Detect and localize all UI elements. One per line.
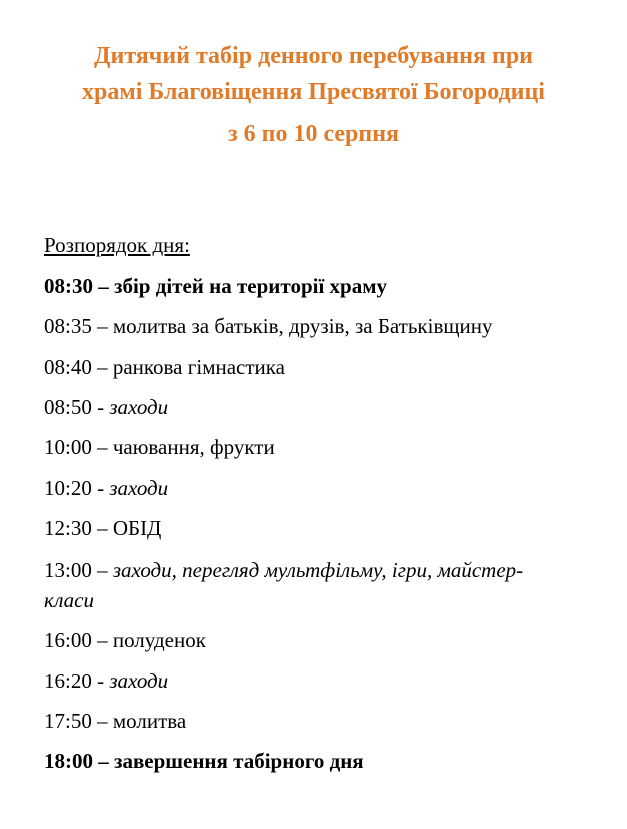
schedule-activity: заходи, перегляд мультфільму, ігри, майстер-класи	[44, 558, 524, 612]
schedule-time: 16:00	[44, 628, 92, 652]
schedule-item	[44, 513, 614, 543]
schedule-item	[44, 706, 614, 736]
schedule-separator: –	[91, 355, 113, 379]
schedule-time: 08:40	[44, 355, 92, 379]
schedule-item	[44, 271, 614, 301]
schedule-time: 17:50	[44, 709, 92, 733]
schedule-item	[44, 473, 614, 503]
schedule-activity: заходи	[109, 669, 169, 693]
title-line-1: Дитячий табір денного перебування при	[93, 43, 533, 69]
schedule-time: 10:20	[44, 476, 92, 500]
schedule-separator: -	[91, 669, 110, 693]
schedule-separator: –	[93, 749, 114, 773]
schedule-activity: ранкова гімнастика	[112, 355, 285, 379]
schedule-separator: –	[93, 274, 114, 298]
schedule-separator: –	[91, 314, 113, 338]
schedule-activity: молитва	[112, 709, 187, 733]
schedule-time: 10:00	[44, 435, 92, 459]
schedule-time: 08:50	[44, 395, 92, 419]
schedule-activity: заходи	[109, 476, 169, 500]
schedule-time: 18:00	[44, 749, 93, 773]
schedule-activity: завершення табірного дня	[114, 749, 364, 773]
schedule-item	[44, 666, 614, 696]
schedule-item	[44, 625, 614, 655]
schedule-activity: молитва за батьків, друзів, за Батьківщину	[112, 314, 493, 338]
schedule-item	[44, 432, 614, 462]
schedule-separator: –	[91, 516, 113, 540]
schedule-item	[44, 392, 614, 422]
schedule-activity: заходи	[109, 395, 169, 419]
schedule-time: 13:00	[44, 558, 92, 582]
schedule-activity: ОБІД	[112, 516, 162, 540]
schedule-separator: -	[91, 395, 110, 419]
schedule-activity: полуденок	[112, 628, 206, 652]
schedule-time: 16:20	[44, 669, 92, 693]
title-dates: з 6 по 10 серпня	[227, 121, 400, 147]
schedule-separator: –	[91, 628, 113, 652]
schedule-time: 12:30	[44, 516, 92, 540]
schedule-time: 08:30	[44, 274, 93, 298]
schedule-item	[44, 746, 614, 776]
schedule-separator: –	[91, 709, 113, 733]
schedule-separator: –	[91, 558, 113, 582]
schedule-activity: чаювання, фрукти	[112, 435, 275, 459]
schedule-item	[44, 311, 614, 341]
title-line-2: храмі Благовіщення Пресвятої Богородиці	[82, 79, 545, 105]
schedule-separator: –	[91, 435, 113, 459]
schedule-header: Розпорядок дня:	[44, 233, 190, 257]
schedule-time: 08:35	[44, 314, 92, 338]
schedule-item	[44, 555, 534, 615]
schedule-activity: збір дітей на території храму	[114, 274, 388, 298]
schedule-item	[44, 352, 614, 382]
schedule-separator: -	[91, 476, 110, 500]
